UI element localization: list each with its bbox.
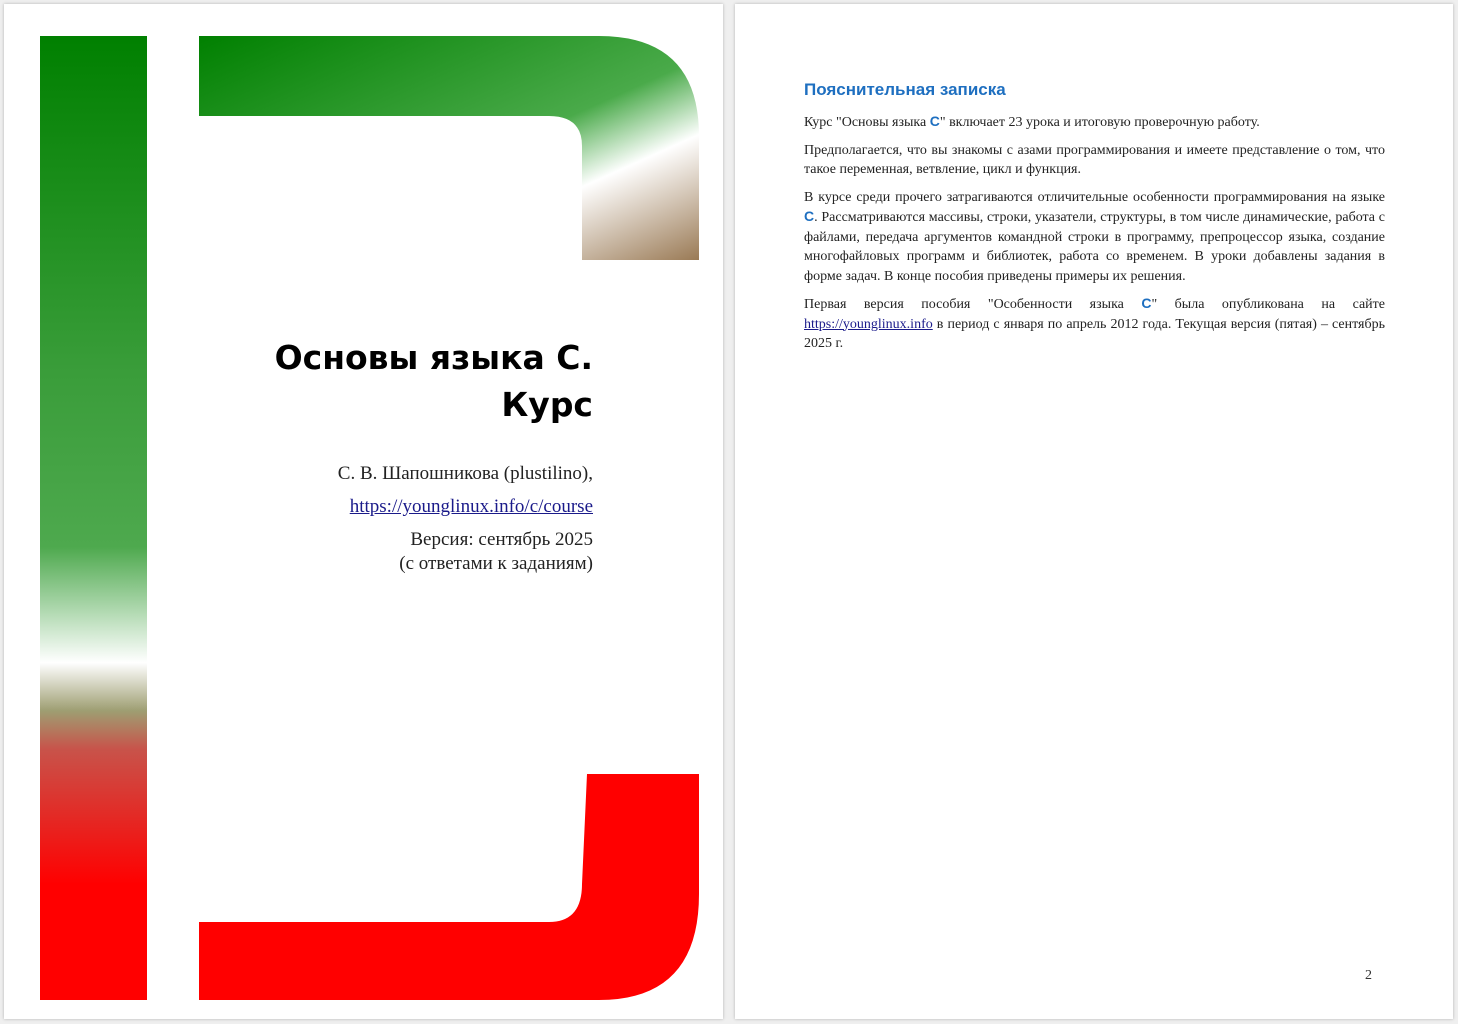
cover-meta [173, 462, 593, 576]
lang-c-accent: C [1141, 295, 1152, 311]
note-paragraph-1 [804, 112, 1385, 133]
note-page [735, 4, 1453, 1019]
cover-page [4, 4, 723, 1019]
text-span: В курсе среди прочего затрагиваются отличительные особенности программирования на языке [804, 189, 1385, 205]
cover-url-link[interactable]: https://younglinux.info/c/course [349, 496, 593, 517]
text-span: " включает 23 урока и итоговую проверочную работу. [939, 115, 1260, 130]
note-paragraph-2: Предполагается, что вы знакомы с азами программирования и имеете представление о том, что такое переменная, ветвление, цикл и функция. [804, 142, 1385, 177]
cover-gradient-bar [40, 36, 147, 1000]
text-span: . Рассматриваются массивы, строки, указатели, структуры, в том числе динамические, работа с файлами, передача аргументов командной строки в программу, препроцессор языка, создание многофайловых программ и библиотек, работа со временем. В уроки добавлены задания в форме задач. В конце пособия приведены примеры их решения. [804, 210, 1385, 284]
cover-version: Версия: сентябрь 2025 [410, 529, 593, 550]
cover-title-line1: Основы языка C. [274, 338, 593, 377]
cover-author: С. В. Шапошникова (plustilino), [337, 463, 593, 484]
note-heading: Пояснительная записка [804, 80, 1006, 99]
site-link[interactable]: https://younglinux.info [804, 316, 933, 332]
note-paragraph-4 [804, 294, 1385, 354]
text-span: Курс "Основы языка [804, 115, 930, 130]
page-number: 2 [1365, 968, 1372, 983]
cover-title-line2: Курс [501, 385, 593, 424]
cover-version-note: (с ответами к заданиям) [399, 553, 593, 574]
note-body [804, 112, 1385, 362]
cover-top-shape [199, 36, 699, 260]
text-span: " была опубликована на сайте [1151, 297, 1385, 312]
text-span: в период с января по апрель 2012 года. Текущая версия (пятая) – сентябрь 2025 г. [804, 316, 1385, 351]
lang-c-accent: C [929, 113, 940, 129]
note-paragraph-3 [804, 188, 1385, 287]
lang-c-accent: C [804, 208, 815, 224]
text-span: Первая версия пособия "Особенности языка [804, 297, 1142, 312]
cover-bottom-shape [199, 774, 699, 1000]
cover-title [173, 334, 593, 428]
